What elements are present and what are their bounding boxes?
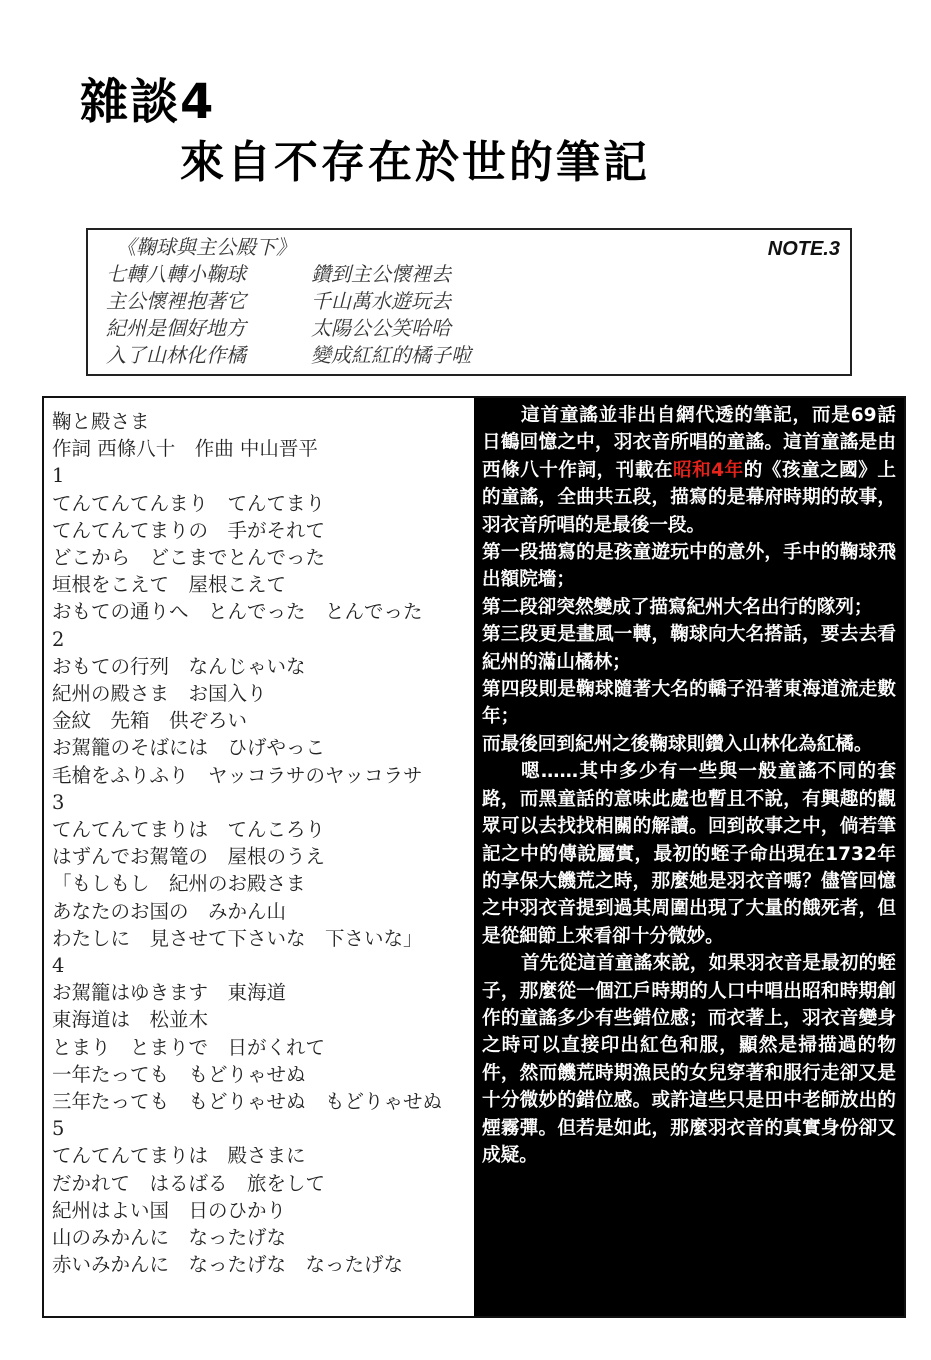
- poem-title: 《鞠球與主公殿下》: [116, 235, 296, 259]
- lyric-line: 5: [52, 1117, 65, 1141]
- poem-row: [106, 288, 471, 315]
- lyric-line: とまり とまりで 日がくれて: [52, 1035, 326, 1059]
- commentary-text: 的《孩童之國》上的童謠，全曲共五段，描寫的是幕府時期的故事，羽衣音所唱的是最後一段。: [482, 459, 896, 536]
- poem-line: 變成紅紅的橘子啦: [311, 343, 471, 367]
- lyric-line: お駕籠はゆきます 東海道: [52, 981, 287, 1005]
- commentary-paragraph: 第一段描寫的是孩童遊玩中的意外，手中的鞠球飛出額院墻；: [482, 542, 896, 591]
- poem-line: 紀州是個好地方: [106, 316, 246, 340]
- lyric-line: おもての通りへ とんでった とんでった: [52, 600, 423, 624]
- page-subtitle: 來自不存在於世的筆記: [180, 137, 650, 188]
- lyric-line: てんてんてまりの 手がそれて: [52, 518, 326, 542]
- main-box: [42, 396, 906, 1318]
- lyric-line: お駕籠のそばには ひげやっこ: [52, 736, 326, 760]
- lyric-line: てんてんてんまり てんてまり: [52, 491, 326, 515]
- note-box: [86, 228, 852, 376]
- poem: [106, 234, 471, 369]
- poem-line: 入了山林化作橘: [106, 343, 246, 367]
- lyric-line: はずんでお駕篭の 屋根のうえ: [52, 845, 326, 869]
- commentary-paragraph: [482, 402, 896, 539]
- commentary-paragraph: 嗯……其中多少有一些與一般童謠不同的套路，而黑童話的意味此處也暫且不說，有興趣的觀眾可以去找找相關的解讀。回到故事之中，倘若筆記之中的傳說屬實，最初的蛭子命出現在1732年的享保大饑荒之時，那麼她是羽衣音嗎？儘管回憶之中羽衣音提到過其周圍出現了大量的餓死者，但是從細節上來看卻十分微妙。: [482, 761, 896, 947]
- lyric-line: あなたのお国の みかん山: [52, 899, 287, 923]
- lyric-line: 毛槍をふりふり ヤッコラサのヤッコラサ: [52, 763, 423, 787]
- poem-line: 千山萬水遊玩去: [311, 289, 451, 313]
- lyric-line: 赤いみかんに なったげな なったげな: [52, 1253, 404, 1277]
- lyric-line: だかれて はるばる 旅をして: [52, 1171, 326, 1195]
- commentary-paragraph: 第二段卻突然變成了描寫紀州大名出行的隊列；: [482, 596, 873, 618]
- note-label: NOTE.3: [767, 238, 840, 260]
- lyric-line: 金紋 先箱 供ぞろい: [52, 709, 248, 733]
- page-title: 雜談4: [80, 74, 216, 130]
- lyric-line: 東海道は 松並木: [52, 1008, 209, 1032]
- lyric-line: 紀州の殿さま お国入り: [52, 682, 267, 706]
- lyric-line: 三年たっても もどりゃせぬ もどりゃせぬ: [52, 1090, 443, 1114]
- lyric-line: わたしに 見させて下さいな 下さいな」: [52, 926, 423, 950]
- poem-line: 主公懷裡抱著它: [106, 289, 246, 313]
- poem-row: [106, 342, 471, 369]
- poem-line: 七轉八轉小鞠球: [106, 262, 246, 286]
- poem-line: 太陽公公笑哈哈: [311, 316, 451, 340]
- lyric-line: てんてんてまりは 殿さまに: [52, 1144, 306, 1168]
- lyric-line: 3: [52, 790, 65, 814]
- commentary-paragraph: 第四段則是鞠球隨著大名的轎子沿著東海道流走數年；: [482, 679, 896, 728]
- poem-row: [106, 315, 471, 342]
- lyric-line: 紀州はよい国 日のひかり: [52, 1198, 287, 1222]
- lyric-line: どこから どこまでとんでった: [52, 546, 326, 570]
- lyric-line: てんてんてまりは てんころり: [52, 818, 326, 842]
- lyric-line: 1: [52, 464, 65, 488]
- poem-row: [106, 261, 471, 288]
- lyric-line: おもての行列 なんじゃいな: [52, 654, 306, 678]
- commentary-panel: [474, 398, 904, 1316]
- commentary-paragraph: 首先從這首童謠來說，如果羽衣音是最初的蛭子，那麼從一個江戶時期的人口中唱出昭和時期創作的童謠多少有些錯位感；而衣著上，羽衣音變身之時可以直接印出紅色和服，顯然是掃描過的物件，然而饑荒時期漁民的女兒穿著和服行走卻又是十分微妙的錯位感。或許這些只是田中老師放出的煙霧彈。但若是如此，那麼羽衣音的真實身份卻又成疑。: [482, 953, 896, 1166]
- lyric-line: 2: [52, 627, 65, 651]
- lyric-line: 山のみかんに なったげな: [52, 1226, 287, 1250]
- commentary-paragraph: 第三段更是畫風一轉，鞠球向大名搭話，要去去看紀州的滿山橘林；: [482, 624, 896, 673]
- commentary-text: 這首童謠並非出自網代透的筆記，而是69話日鶴回憶之中，羽衣音所唱的童謠。這首童謠是由西條八十作詞，刊載在: [482, 405, 896, 481]
- highlight-text: 昭和4年: [672, 459, 744, 481]
- lyrics-panel: [44, 398, 474, 1316]
- poem-line: 鑽到主公懷裡去: [311, 262, 451, 286]
- lyric-line: 4: [52, 954, 65, 978]
- lyric-line: 「もしもし 紀州のお殿さま: [52, 872, 306, 896]
- lyric-line: 鞠と殿さま: [52, 410, 150, 433]
- lyric-line: 垣根をこえて 屋根こえて: [52, 573, 287, 597]
- lyric-line: 作詞 西條八十 作曲 中山晋平: [52, 437, 318, 461]
- commentary-paragraph: 而最後回到紀州之後鞠球則鑽入山林化為紅橘。: [482, 733, 873, 755]
- lyric-line: 一年たっても もどりゃせぬ: [52, 1062, 306, 1086]
